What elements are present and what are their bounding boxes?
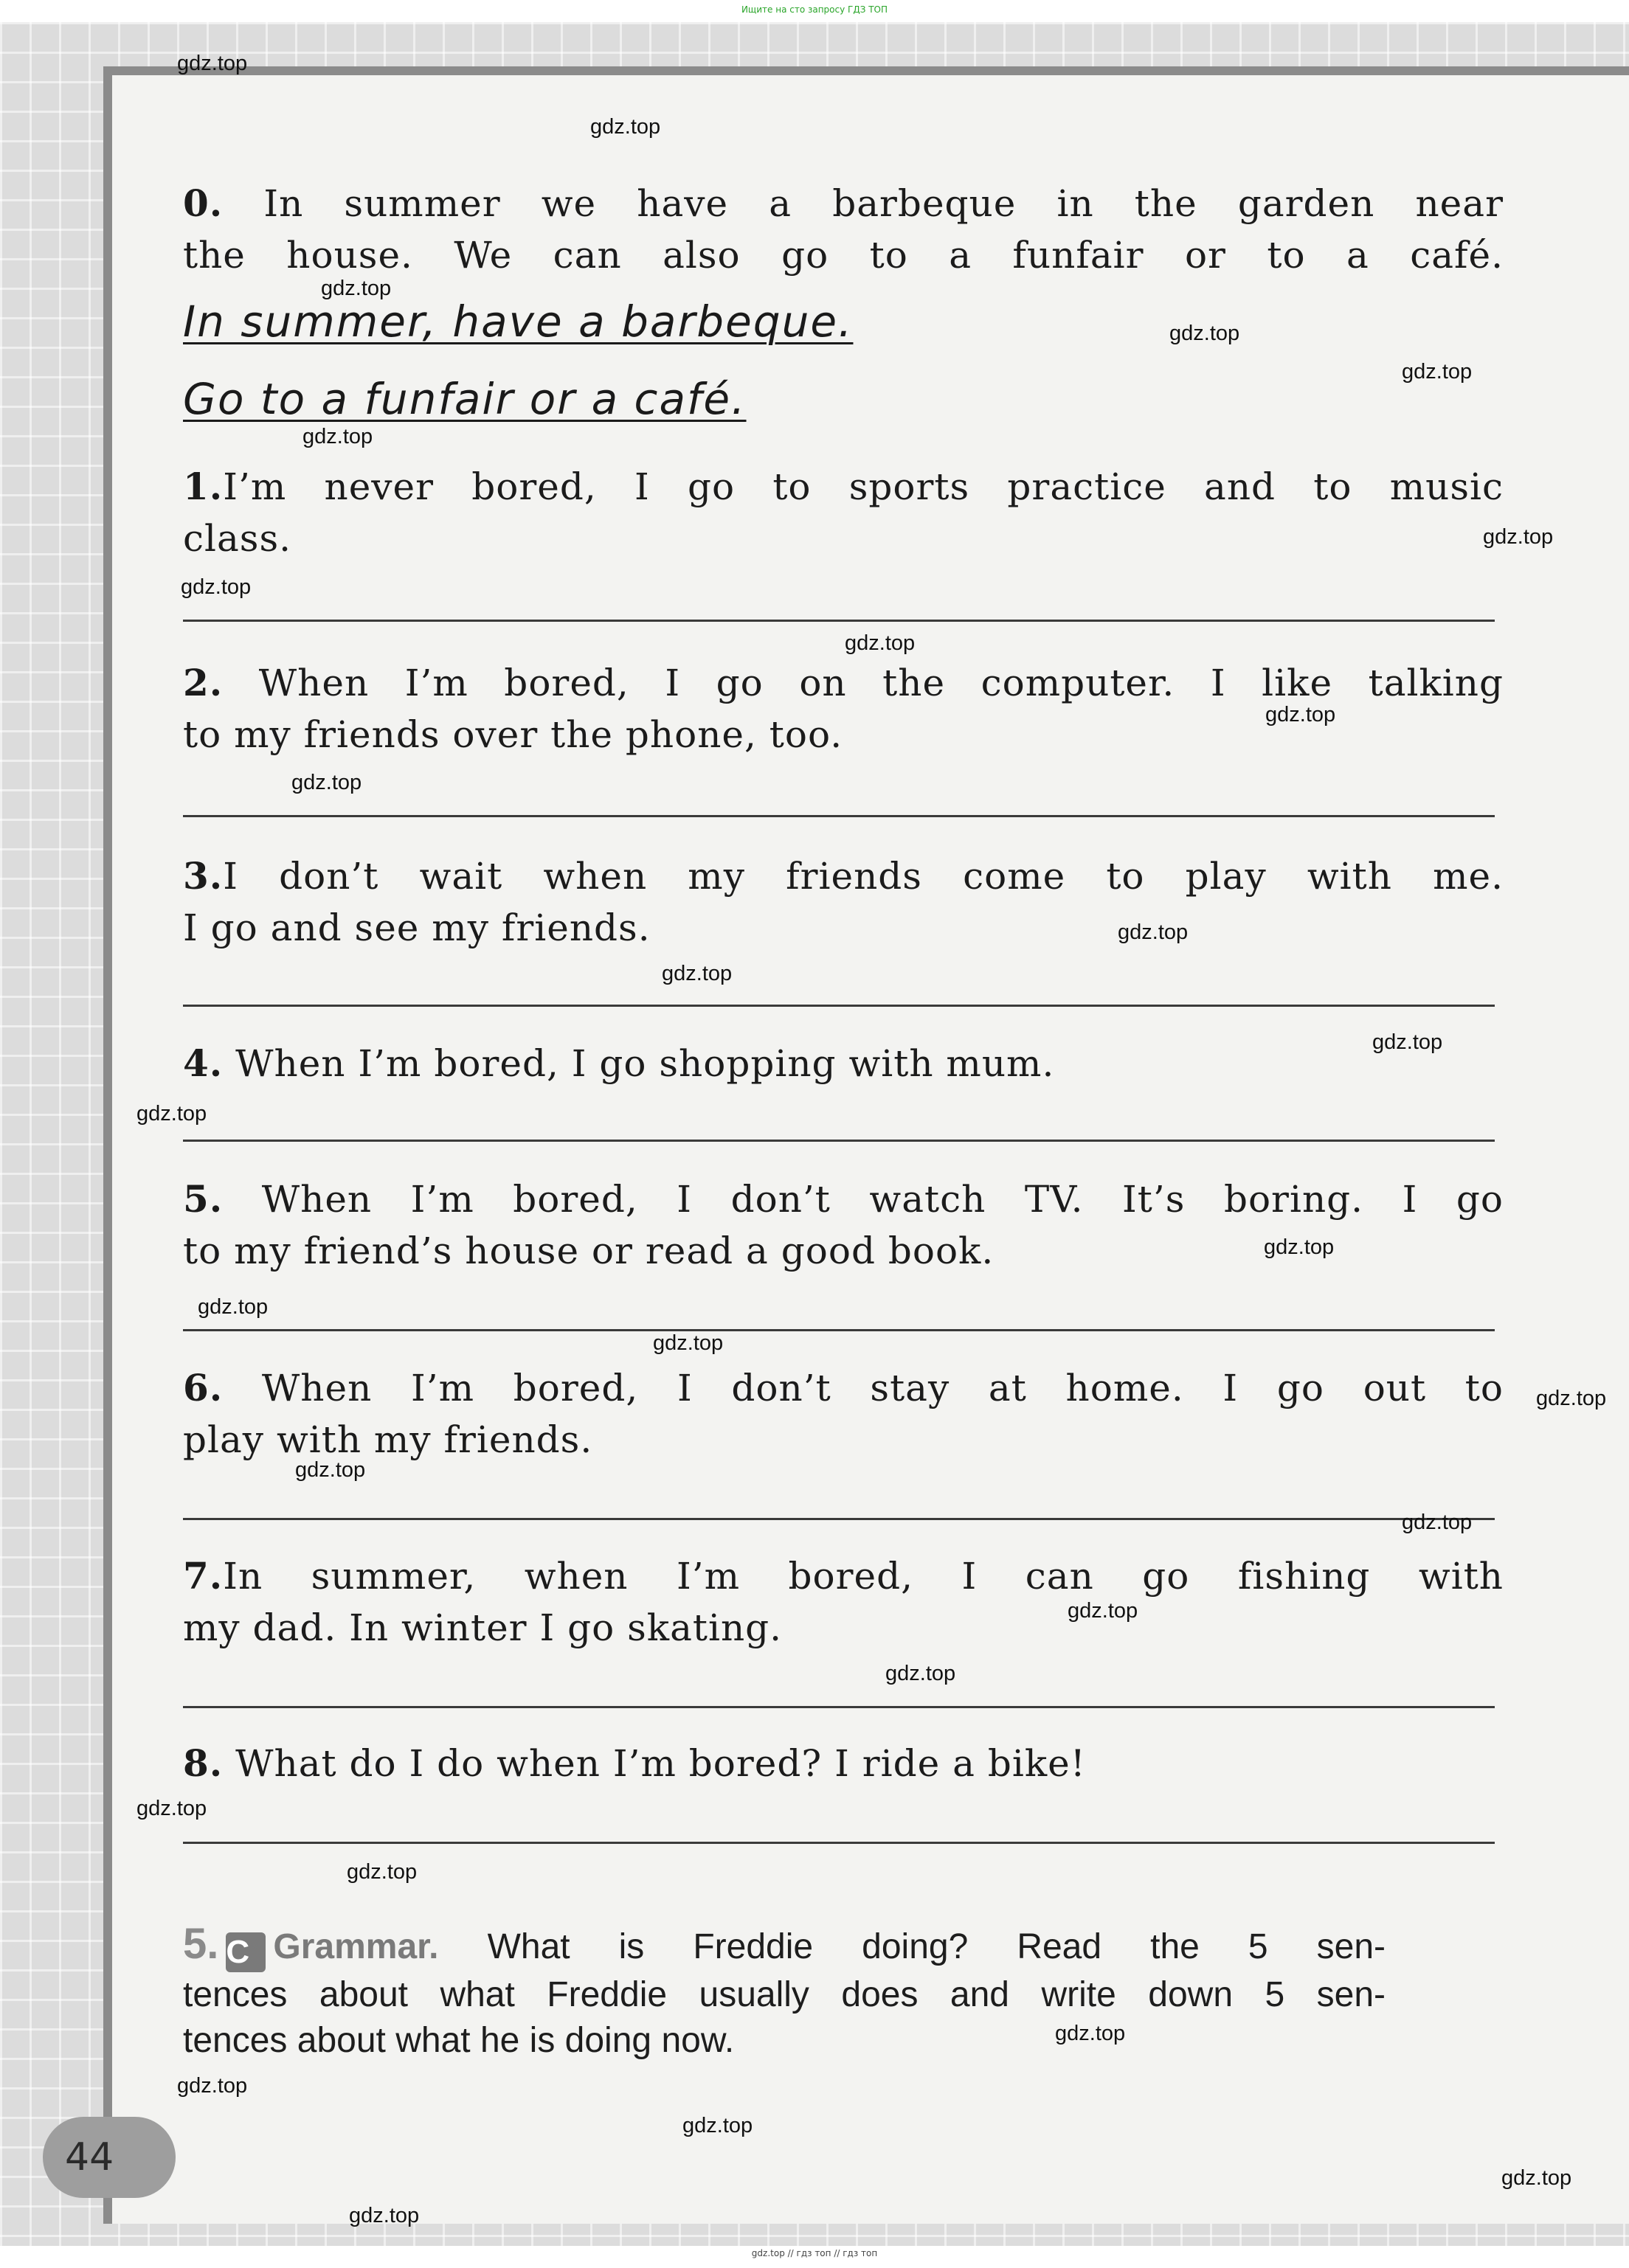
watermark: gdz.top: [177, 2074, 248, 2098]
item-4-line-1: 4. When I’m bored, I go shopping with mum.: [183, 1041, 1055, 1085]
watermark: gdz.top: [1169, 322, 1240, 345]
item-6-line-1: 6. When I’m bored, I don’t stay at home. I go out to: [183, 1366, 1504, 1409]
watermark: gdz.top: [845, 631, 916, 655]
watermark: gdz.top: [1372, 1030, 1443, 1054]
watermark: gdz.top: [1265, 703, 1336, 726]
watermark: gdz.top: [349, 2204, 420, 2227]
watermark: gdz.top: [291, 771, 362, 794]
item-7-line-1: 7.In summer, when I’m bored, I can go fishing with: [183, 1554, 1504, 1598]
watermark: gdz.top: [295, 1458, 366, 1482]
item-7-line-2: my dad. In winter I go skating.: [183, 1606, 783, 1649]
watermark: gdz.top: [198, 1295, 269, 1319]
answer-line-2[interactable]: [183, 815, 1495, 817]
watermark: gdz.top: [136, 1102, 207, 1126]
item-3-line-2: I go and see my friends.: [183, 906, 651, 949]
watermark: gdz.top: [1501, 2166, 1572, 2190]
watermark: gdz.top: [136, 1797, 207, 1820]
watermark: gdz.top: [1536, 1387, 1607, 1410]
example-answer-1: In summer, have a barbeque.: [183, 296, 854, 347]
watermark: gdz.top: [1402, 360, 1473, 384]
watermark: gdz.top: [1118, 920, 1189, 944]
watermark: gdz.top: [321, 277, 392, 300]
watermark: gdz.top: [347, 1860, 418, 1884]
watermark: gdz.top: [302, 425, 373, 448]
example-line-1: 0. In summer we have a barbeque in the garden near: [183, 181, 1504, 225]
watermark: gdz.top: [1264, 1235, 1335, 1259]
item-8-line-1: 8. What do I do when I’m bored? I ride a bike!: [183, 1741, 1086, 1785]
example-answer-2: Go to a funfair or a café.: [183, 374, 747, 424]
item-5-line-2: to my friend’s house or read a good book.: [183, 1230, 995, 1272]
watermark: gdz.top: [885, 1662, 956, 1685]
answer-line-3[interactable]: [183, 1005, 1495, 1007]
task-5-instructions: 5. C Grammar. What is Freddie doing? Read the 5 sen- tences about what Freddie usually does and write down 5 sen- tences about what he is doing now.: [183, 1920, 1386, 2060]
watermark: gdz.top: [1055, 2022, 1126, 2045]
watermark: gdz.top: [177, 52, 248, 75]
answer-line-5[interactable]: [183, 1329, 1495, 1331]
answer-line-1[interactable]: [183, 620, 1495, 622]
item-2-line-1: 2. When I’m bored, I go on the computer. I like talking: [183, 661, 1504, 704]
item-1-line-1: 1.I’m never bored, I go to sports practice and to music: [183, 465, 1504, 508]
answer-line-4[interactable]: [183, 1140, 1495, 1142]
bottom-note: gdz.top // гдз топ // гдз топ: [751, 2248, 878, 2258]
grammar-badge-icon: C: [226, 1932, 266, 1972]
answer-line-8[interactable]: [183, 1842, 1495, 1844]
example-line-2: the house. We can also go to a funfair or to a café.: [183, 234, 1504, 277]
item-3-line-1: 3.I don’t wait when my friends come to play with me.: [183, 854, 1504, 898]
item-5-line-1: 5. When I’m bored, I don’t watch TV. It’s boring. I go: [183, 1177, 1504, 1221]
watermark: gdz.top: [1068, 1599, 1138, 1623]
item-6-line-2: play with my friends.: [183, 1418, 593, 1461]
item-1-line-2: class.: [183, 517, 292, 560]
page-number: 44: [43, 2117, 176, 2198]
watermark: gdz.top: [590, 115, 661, 139]
watermark: gdz.top: [181, 575, 252, 599]
watermark: gdz.top: [1402, 1511, 1473, 1534]
watermark: gdz.top: [653, 1331, 724, 1355]
item-2-line-2: to my friends over the phone, too.: [183, 713, 843, 756]
watermark: gdz.top: [1483, 525, 1554, 549]
watermark: gdz.top: [662, 962, 733, 985]
top-note: Ищите на сто запросу ГДЗ ТОП: [741, 4, 888, 15]
watermark: gdz.top: [682, 2114, 753, 2137]
answer-line-7[interactable]: [183, 1706, 1495, 1708]
answer-line-6[interactable]: [183, 1518, 1495, 1520]
